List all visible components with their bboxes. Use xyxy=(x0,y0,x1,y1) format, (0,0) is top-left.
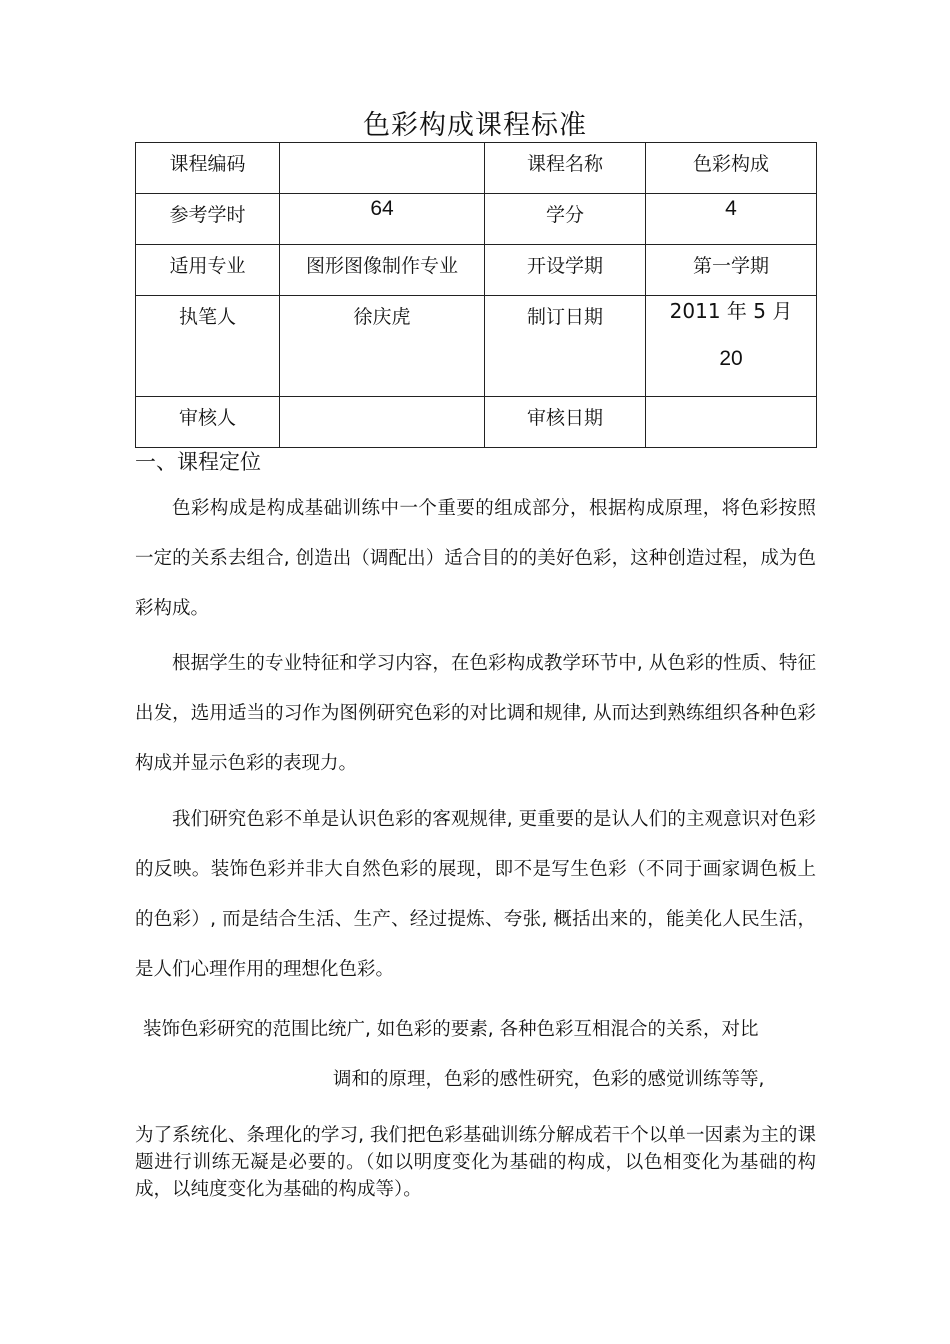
table-row xyxy=(136,397,817,448)
value-major: 图形图像制作专业 xyxy=(280,245,485,296)
value-credits: 4 xyxy=(646,194,817,245)
value-reference-hours: 64 xyxy=(280,194,485,245)
course-info-table xyxy=(135,142,817,448)
value-drafted-date xyxy=(646,296,817,397)
paragraph-3: 我们研究色彩不单是认识色彩的客观规律, 更重要的是认人们的主观意识对色彩的反映。装饰色彩并非大自然色彩的展现，即不是写生色彩（不同于画家调色板上的色彩）, 而是结合生活、生产、经过提炼、夸张, 概括出来的，能美化人民生活，是人们心理作用的理想化色彩。 xyxy=(135,809,816,980)
label-course-code: 课程编码 xyxy=(136,143,280,194)
value-review-date xyxy=(646,397,817,448)
label-author: 执笔人 xyxy=(136,296,280,397)
table-row xyxy=(136,245,817,296)
label-major: 适用专业 xyxy=(136,245,280,296)
drafted-date-line2: 20 xyxy=(719,347,743,370)
label-drafted-date: 制订日期 xyxy=(485,296,646,397)
table-row xyxy=(136,143,817,194)
table-row xyxy=(136,296,817,397)
value-semester: 第一学期 xyxy=(646,245,817,296)
value-course-code xyxy=(280,143,485,194)
paragraph-1: 色彩构成是构成基础训练中一个重要的组成部分，根据构成原理，将色彩按照一定的关系去组合, 创造出（调配出）适合目的的美好色彩，这种创造过程，成为色彩构成。 xyxy=(135,498,816,619)
label-review-date: 审核日期 xyxy=(485,397,646,448)
label-credits: 学分 xyxy=(485,194,646,245)
label-reviewer: 审核人 xyxy=(136,397,280,448)
page-title: 色彩构成课程标准 xyxy=(363,110,587,141)
paragraph-4-line-1: 装饰色彩研究的范围比统广, 如色彩的要素, 各种色彩互相混合的关系，对比 xyxy=(143,1019,759,1040)
paragraph-2: 根据学生的专业特征和学习内容，在色彩构成教学环节中, 从色彩的性质、特征出发，选用适当的习作为图例研究色彩的对比调和规律, 从而达到熟练组织各种色彩构成并显示色彩的表现力。 xyxy=(135,653,816,774)
table-row xyxy=(136,194,817,245)
drafted-date-line1: 2011 年 5 月 xyxy=(669,299,793,323)
value-reviewer xyxy=(280,397,485,448)
label-semester: 开设学期 xyxy=(485,245,646,296)
paragraph-4-line-2: 调和的原理，色彩的感性研究，色彩的感觉训练等等, xyxy=(333,1069,765,1090)
value-author: 徐庆虎 xyxy=(280,296,485,397)
value-course-name: 色彩构成 xyxy=(646,143,817,194)
label-reference-hours: 参考学时 xyxy=(136,194,280,245)
section-heading-course-positioning: 一、课程定位 xyxy=(135,450,261,474)
label-course-name: 课程名称 xyxy=(485,143,646,194)
paragraph-5: 为了系统化、条理化的学习, 我们把色彩基础训练分解成若干个以单一因素为主的课题进行训练无凝是必要的。（如以明度变化为基础的构成，以色相变化为基础的构成，以纯度变化为基础的构成等）。 xyxy=(135,1125,816,1200)
